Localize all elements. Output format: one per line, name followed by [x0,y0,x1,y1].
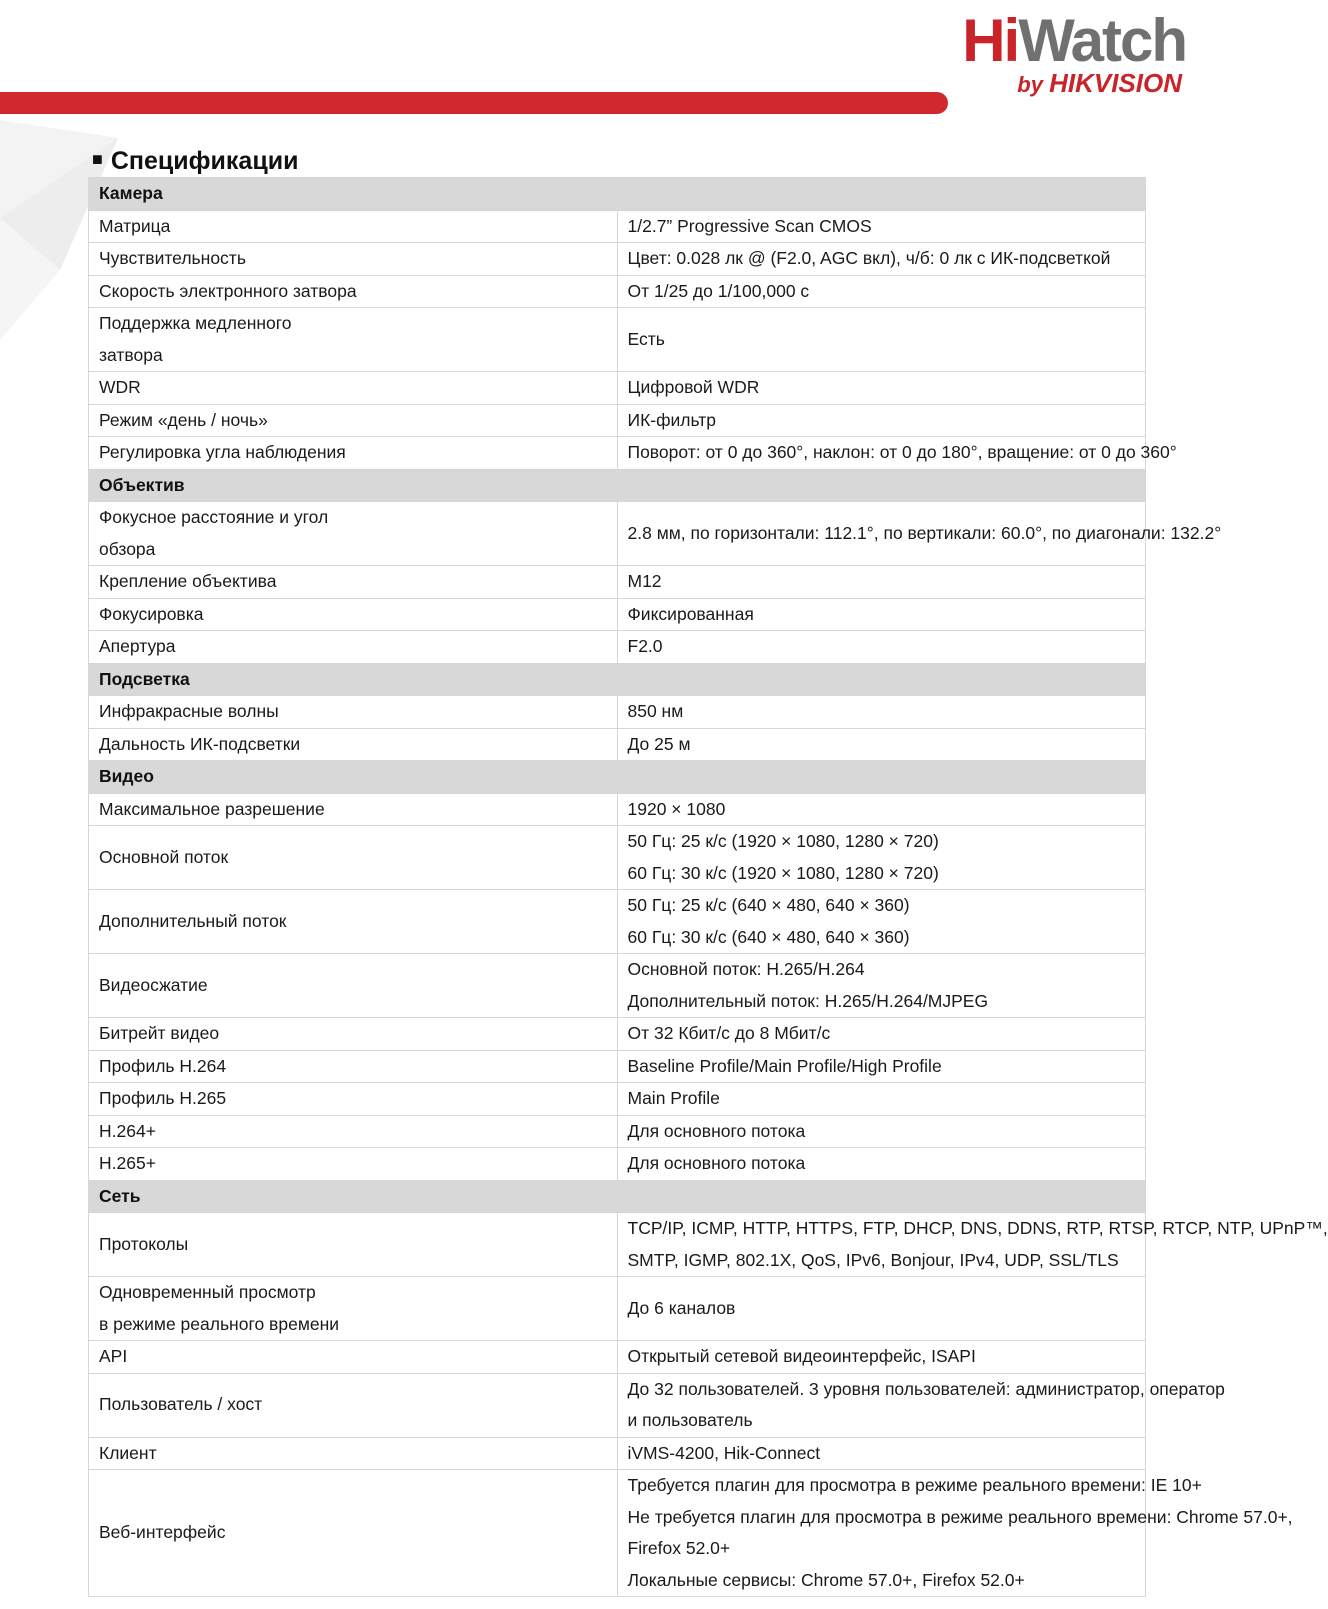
spec-label [89,372,618,405]
spec-label-line: обзора [99,538,156,559]
spec-label [89,598,618,631]
title-bullet-icon: ■ [92,149,103,169]
spec-value-line: 60 Гц: 30 к/с (640 × 480, 640 × 360) [627,926,910,947]
spec-label-line: API [99,1346,128,1366]
spec-label [89,1341,618,1374]
table-row [89,696,1146,729]
spec-label-line: H.264+ [99,1120,156,1141]
spec-value-line: Локальные сервисы: Chrome 57.0+, Firefox 52.0+ [627,1569,1025,1590]
spec-label [89,793,618,826]
spec-value-line: Цвет: 0.028 лк @ (F2.0, AGC вкл), ч/б: 0 лк с ИК-подсветкой [627,248,1111,268]
spec-label-line: Битрейт видео [99,1023,220,1043]
spec-value [617,954,1146,1018]
spec-value-line: До 25 м [627,733,691,754]
section-title: Камера [89,178,1146,211]
table-row [89,793,1146,826]
spec-value [617,308,1146,372]
spec-value-line: 2.8 мм, по горизонтали: 112.1°, по вертикали: 60.0°, по диагонали: 132.2° [627,522,1222,543]
spec-value [617,243,1146,276]
spec-value-line: 50 Гц: 25 к/с (1920 × 1080, 1280 × 720) [627,831,939,851]
spec-value [617,1115,1146,1148]
spec-label-line: Веб-интерфейс [99,1522,226,1543]
spec-label-line: Дальность ИК-подсветки [99,733,301,754]
spec-value-line: Firefox 52.0+ [627,1538,731,1558]
spec-value-line: 850 нм [627,701,684,721]
spec-value [617,1083,1146,1116]
spec-value [617,210,1146,243]
spec-value-line: Для основного потока [627,1153,806,1173]
spec-label-line: Фокусное расстояние и угол [99,507,329,527]
spec-value-line: Baseline Profile/Main Profile/High Profile [627,1055,942,1076]
spec-label [89,1213,618,1277]
spec-value-line: 1920 × 1080 [627,798,726,819]
spec-value [617,793,1146,826]
spec-label [89,210,618,243]
table-row [89,502,1146,566]
table-row [89,566,1146,599]
spec-value [617,598,1146,631]
spec-value-line: Main Profile [627,1088,720,1108]
spec-value-line: Открытый сетевой видеоинтерфейс, ISAPI [627,1346,976,1366]
spec-label-line: Профиль H.264 [99,1055,227,1076]
table-row [89,598,1146,631]
spec-value [617,1213,1328,1277]
spec-label-line: Скорость электронного затвора [99,280,357,301]
table-row [89,210,1146,243]
spec-value [617,372,1146,405]
table-row [89,826,1146,890]
spec-value [617,404,1146,437]
spec-label-line: в режиме реального времени [99,1313,340,1334]
spec-value-line: F2.0 [627,636,663,656]
spec-table [88,177,1328,1597]
spec-label [89,566,618,599]
spec-value-line: От 32 Кбит/с до 8 Мбит/с [627,1023,831,1043]
spec-label [89,1148,618,1181]
spec-label-line: Клиент [99,1442,157,1463]
spec-value-line: От 1/25 до 1/100,000 с [627,280,810,301]
spec-label [89,890,618,954]
spec-value-line: Для основного потока [627,1120,806,1141]
spec-value [617,826,1146,890]
section-title: Объектив [89,469,1146,502]
spec-label [89,631,618,664]
spec-value [617,502,1222,566]
section-header [89,663,1146,696]
spec-value [617,1277,1146,1341]
spec-value-line: TCP/IP, ICMP, HTTP, HTTPS, FTP, DHCP, DNS, DDNS, RTP, RTSP, RTCP, NTP, UPnP™, [627,1218,1328,1238]
spec-label-line: Пользователь / хост [99,1394,263,1415]
table-row [89,243,1146,276]
table-row [89,1115,1146,1148]
spec-value [617,1437,1146,1470]
spec-label-line: Основной поток [99,846,229,867]
table-row [89,1083,1146,1116]
spec-value-line: 60 Гц: 30 к/с (1920 × 1080, 1280 × 720) [627,862,939,883]
spec-value [617,1470,1293,1597]
spec-label-line: H.265+ [99,1153,156,1173]
spec-label [89,1437,618,1470]
spec-value-line: M12 [627,571,662,591]
spec-value-line: Поворот: от 0 до 360°, наклон: от 0 до 180°, вращение: от 0 до 360° [627,442,1177,462]
table-row [89,954,1146,1018]
spec-value-line: До 32 пользователей. 3 уровня пользователей: администратор, оператор [627,1378,1225,1399]
hiwatch-logo [938,6,1186,102]
spec-label-line: Матрица [99,215,171,236]
spec-label-line: Чувствительность [99,248,246,268]
table-row [89,1470,1146,1597]
spec-value-line: Есть [627,328,665,349]
spec-value [617,1148,1146,1181]
spec-value-line: Цифровой WDR [627,377,760,397]
table-row [89,308,1146,372]
spec-label-line: Поддержка медленного [99,313,292,333]
spec-label [89,696,618,729]
spec-label-line: Инфракрасные волны [99,701,279,721]
spec-label-line: Регулировка угла наблюдения [99,442,346,462]
spec-label-line: Апертура [99,636,176,656]
section-header [89,178,1146,211]
table-row [89,372,1146,405]
table-row [89,1341,1146,1374]
spec-label [89,826,618,890]
page-title: ■ Спецификации [92,147,299,175]
table-row [89,728,1146,761]
spec-value [617,728,1146,761]
spec-label [89,502,618,566]
header-red-bar [0,92,948,114]
table-row [89,1373,1146,1437]
spec-label [89,404,618,437]
spec-label [89,1470,618,1597]
spec-value [617,437,1177,470]
spec-value-line: 50 Гц: 25 к/с (640 × 480, 640 × 360) [627,895,910,915]
table-row [89,631,1146,664]
table-row [89,1437,1146,1470]
section-title: Видео [89,761,1146,794]
spec-label-line: WDR [99,377,141,397]
spec-label [89,1115,618,1148]
spec-value [617,1341,1146,1374]
spec-value-line: До 6 каналов [627,1297,736,1318]
spec-label [89,1277,618,1341]
spec-value-line: Не требуется плагин для просмотра в режиме реального времени: Chrome 57.0+, [627,1506,1293,1527]
table-row [89,1050,1146,1083]
spec-label [89,243,618,276]
table-row [89,1213,1146,1277]
spec-label-line: Крепление объектива [99,571,277,591]
spec-label [89,1018,618,1051]
table-row [89,275,1146,308]
logo-tagline: by HIKVISION [1017,68,1182,98]
spec-label-line: Одновременный просмотр [99,1282,316,1302]
spec-value [617,1373,1225,1437]
spec-label-line: Фокусировка [99,603,204,624]
table-row [89,1148,1146,1181]
spec-value [617,566,1146,599]
spec-value [617,1050,1146,1083]
table-row [89,1277,1146,1341]
spec-value-line: Требуется плагин для просмотра в режиме реального времени: IE 10+ [627,1475,1202,1495]
section-header [89,761,1146,794]
logo-wordmark: HiWatch [962,7,1186,74]
spec-label-line: Максимальное разрешение [99,798,325,819]
spec-label-line: Видеосжатие [99,974,208,995]
section-header [89,1180,1146,1213]
spec-label-line: Дополнительный поток [99,910,287,931]
spec-label [89,954,618,1018]
spec-label-line: Профиль H.265 [99,1088,227,1108]
table-row [89,437,1146,470]
spec-label [89,1083,618,1116]
spec-label [89,437,618,470]
spec-value [617,275,1146,308]
table-row [89,404,1146,437]
spec-value-line: Основной поток: H.265/H.264 [627,959,865,979]
spec-value [617,631,1146,664]
spec-label [89,275,618,308]
section-title: Подсветка [89,663,1146,696]
spec-value [617,890,1146,954]
spec-value-line: SMTP, IGMP, 802.1X, QoS, IPv6, Bonjour, IPv4, UDP, SSL/TLS [627,1249,1119,1270]
table-row [89,890,1146,954]
spec-label [89,308,618,372]
spec-label [89,728,618,761]
spec-label-line: Режим «день / ночь» [99,409,268,430]
spec-label-line: Протоколы [99,1233,189,1254]
spec-label [89,1373,618,1437]
spec-label-line: затвора [99,344,163,365]
section-header [89,469,1146,502]
spec-value-line: Фиксированная [627,603,754,624]
spec-value-line: и пользователь [627,1410,753,1430]
spec-label [89,1050,618,1083]
section-title: Сеть [89,1180,1146,1213]
spec-value [617,1018,1146,1051]
spec-value [617,696,1146,729]
spec-value-line: iVMS-4200, Hik-Connect [627,1442,821,1463]
spec-value-line: 1/2.7” Progressive Scan CMOS [627,215,872,236]
table-row [89,1018,1146,1051]
spec-value-line: ИК-фильтр [627,409,716,430]
spec-value-line: Дополнительный поток: H.265/H.264/MJPEG [627,990,989,1011]
